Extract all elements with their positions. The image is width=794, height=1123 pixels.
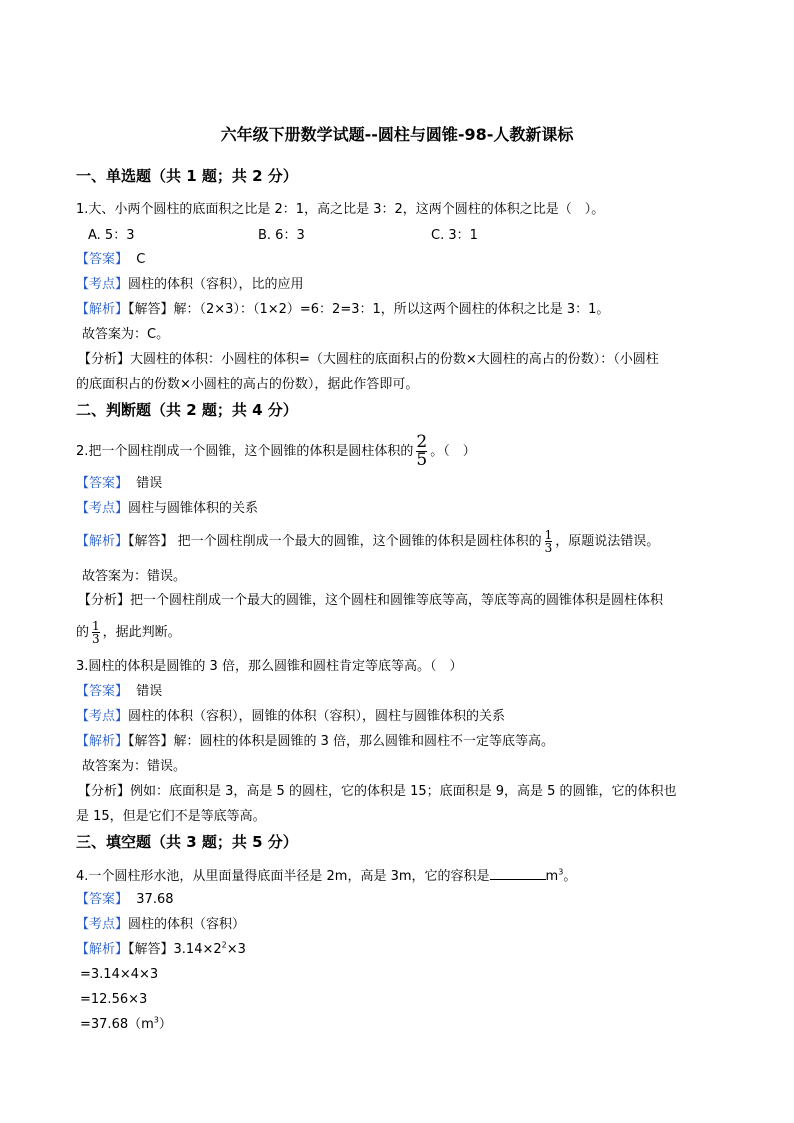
- analysis-tag: 【解析】: [76, 302, 129, 317]
- section-heading-true-false: 二、判断题（共 2 题；共 4 分）: [76, 401, 298, 419]
- answer-value: C: [136, 252, 146, 267]
- question-2-stem: 2.把一个圆柱削成一个圆锥，这个圆锥的体积是圆柱体积的 $\frac{2}{5}$ 。（ ）: [76, 432, 476, 470]
- question-1-option-b: B. 6：3: [258, 228, 305, 243]
- answer-tag: 【答案】: [76, 252, 129, 267]
- fraction-one-third: $\frac{1}{3}$: [544, 528, 553, 555]
- question-2-conclusion: 故答案为：错误。: [82, 569, 187, 584]
- question-4-point: 【考点】圆柱的体积（容积）: [76, 917, 246, 932]
- answer-blank: [490, 866, 546, 880]
- question-1-conclusion: 故答案为：C。: [82, 327, 170, 342]
- point-value: 圆柱的体积（容积），比的应用: [128, 277, 304, 292]
- question-1-option-c: C. 3：1: [431, 228, 478, 243]
- fraction-two-fifths: $\frac{2}{5}$: [416, 432, 428, 470]
- question-1-fenxi-line-1: 【分析】大圆柱的体积：小圆柱的体积=（大圆柱的底面积占的份数×大圆柱的高占的份数）：（小圆柱: [78, 352, 659, 367]
- question-4-step-1: =3.14×4×3: [80, 967, 159, 982]
- question-1-fenxi-line-2: 的底面积占的份数×小圆柱的高占的份数），据此作答即可。: [76, 377, 419, 392]
- question-1-point: [76, 276, 304, 294]
- question-4-step-2: =12.56×3: [80, 992, 148, 1007]
- question-4-step-3: $=37.68(m^3)$: [80, 1015, 172, 1032]
- question-2-fenxi-line-2: 的 $\frac{1}{3}$ ，据此判断。: [76, 619, 181, 646]
- question-2-analysis: 【解析】【解答】 把一个圆柱削成一个最大的圆锥，这个圆锥的体积是圆柱体积的 $\frac{1}{3}$ ，原题说法错误。: [76, 528, 660, 555]
- question-3-answer: 【答案】 错误: [76, 684, 163, 699]
- question-4-stem: 4.一个圆柱形水池，从里面量得底面半径是 2m，高是 3m，它的容积是 $m^3$。: [76, 867, 577, 884]
- analysis-value: 【解答】解：（2×3）：（1×2）=6：2=3：1，所以这两个圆柱的体积之比是 3：1。: [128, 302, 610, 317]
- section-heading-single-choice: 一、单选题（共 1 题；共 2 分）: [76, 167, 298, 185]
- fraction-one-third: $\frac{1}{3}$: [92, 619, 100, 646]
- question-2-point: 【考点】圆柱与圆锥体积的关系: [76, 501, 259, 516]
- question-3-fenxi-line-2: 是 15，但是它们不是等底等高。: [76, 809, 266, 824]
- section-heading-fill-blank: 三、填空题（共 3 题；共 5 分）: [76, 833, 298, 851]
- question-3-stem: 3.圆柱的体积是圆锥的 3 倍，那么圆锥和圆柱肯定等底等高。（ ）: [76, 659, 463, 674]
- question-2-fenxi-line-1: 【分析】把一个圆柱削成一个最大的圆锥，这个圆柱和圆锥等底等高，等底等高的圆锥体积是圆柱体积: [78, 593, 664, 608]
- page-title: 六年级下册数学试题--圆柱与圆锥-98-人教新课标: [220, 125, 574, 144]
- question-3-analysis: 【解析】【解答】解：圆柱的体积是圆锥的 3 倍，那么圆锥和圆柱不一定等底等高。: [76, 734, 555, 749]
- question-4-analysis: 【解析】【解答】$3.14\times 2^2\times 3$: [76, 940, 246, 957]
- question-1-stem: 1.大、小两个圆柱的底面积之比是 2：1，高之比是 3：2，这两个圆柱的体积之比是（ ）。: [76, 202, 605, 217]
- question-4-answer: 【答案】 37.68: [76, 892, 174, 907]
- question-1-answer: [76, 251, 145, 269]
- question-1-option-a: A. 5：3: [88, 228, 135, 243]
- question-2-answer: 【答案】 错误: [76, 476, 163, 491]
- question-3-conclusion: 故答案为：错误。: [82, 759, 187, 774]
- point-tag: 【考点】: [76, 277, 129, 292]
- question-3-fenxi-line-1: 【分析】例如：底面积是 3，高是 5 的圆柱，它的体积是 15；底面积是 9，高是 5 的圆锥，它的体积也: [78, 784, 677, 799]
- question-1-analysis: [76, 301, 609, 319]
- question-3-point: 【考点】圆柱的体积（容积），圆锥的体积（容积），圆柱与圆锥体积的关系: [76, 709, 506, 724]
